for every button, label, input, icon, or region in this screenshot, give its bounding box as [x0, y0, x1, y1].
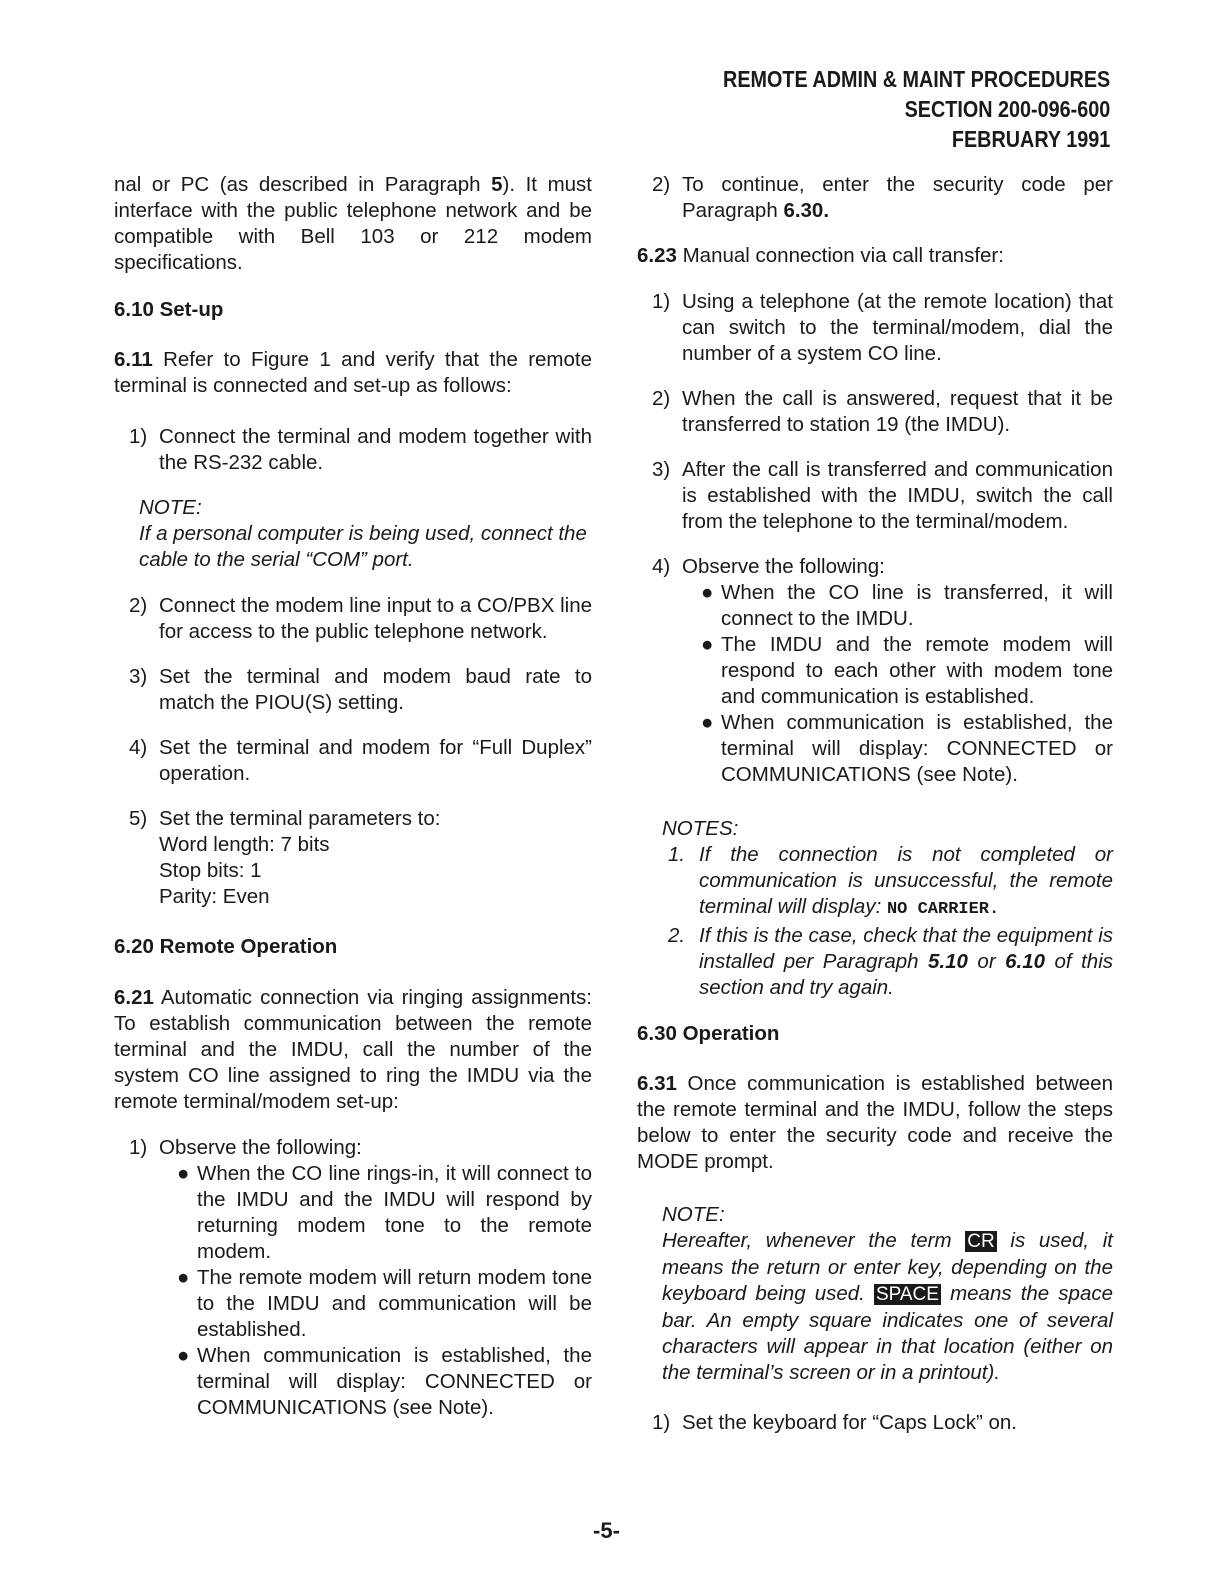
notes-block [662, 816, 1113, 1001]
setup-step-3: 3) Set the terminal and modem baud rate to match the PIOU(S) setting. [129, 665, 592, 714]
page-number: -5- [593, 1518, 620, 1543]
note-text: Hereafter, whenever the term CR is used, it means the return or enter key, depending on the keyboard being used. SPACE means the space bar. An empty square indicates one of several characters will appear in that location (either on the terminal’s screen or in a printout). [662, 1229, 1114, 1384]
heading-6-30: 6.30 Operation [637, 1022, 780, 1045]
note-title: NOTE: [662, 1203, 725, 1226]
manual-step-3: 3) After the call is transferred and communication is established with the IMDU, switch the call from the telephone to the terminal/modem. [652, 458, 1113, 533]
list-item: ● When the CO line is transferred, it will connect to the IMDU. [697, 580, 1113, 632]
list-item: ● When the CO line rings-in, it will connect to the IMDU and the IMDU will respond by returning modem tone to the remote modem. [173, 1161, 592, 1265]
setup-step-1: 1) Connect the terminal and modem together with the RS-232 cable. [129, 425, 592, 474]
param-stop-bits: Stop bits: 1 [159, 859, 262, 882]
header-title: REMOTE ADMIN & MAINT PROCEDURES [722, 66, 1110, 92]
bullet-icon: ● [177, 1266, 190, 1289]
param-word-length: Word length: 7 bits [159, 833, 330, 856]
manual-step-1: 1) Using a telephone (at the remote location) that can switch to the terminal/modem, dial the number of a system CO line. [652, 290, 1113, 365]
paragraph-6-31: 6.31 Once communication is established between the remote terminal and the IMDU, follow the steps below to enter the security code and receive the MODE prompt. [637, 1072, 1113, 1173]
header-date: FEBRUARY 1991 [951, 126, 1110, 152]
note-keys [662, 1202, 1113, 1386]
list-item: ● The remote modem will return modem tone to the IMDU and communication will be established. [173, 1265, 592, 1343]
setup-step-2: 2) Connect the modem line input to a CO/PBX line for access to the public telephone network. [129, 594, 593, 643]
note-title: NOTE: [139, 496, 202, 519]
param-parity: Parity: Even [159, 885, 270, 908]
setup-step-5: 5) Set the terminal parameters to: Word length: 7 bits Stop bits: 1 Parity: Even [114, 806, 592, 910]
paragraph-6-21: 6.21 Automatic connection via ringing assignments: To establish communication between the remote terminal and the IMDU, call the number of the system CO line assigned to ring the IMDU via the remote terminal/modem set-up: [114, 986, 592, 1113]
paragraph-6-11: 6.11 Refer to Figure 1 and verify that the remote terminal is connected and set-up as follows: [114, 348, 592, 397]
cr-key-icon: CR [967, 1231, 995, 1252]
no-carrier-code: NO CARRIER. [886, 900, 1000, 919]
left-column [114, 172, 592, 1421]
list-item: ● When communication is established, the terminal will display: CONNECTED or COMMUNICATIONS (see Note). [173, 1343, 592, 1421]
observe-step: 1) Observe the following: [129, 1136, 362, 1159]
note-item-2: 2. If this is the case, check that the equipment is installed per Paragraph 5.10 or 6.10 of this section and try again. [668, 924, 1114, 999]
space-key-icon: SPACE [875, 1284, 939, 1305]
page-header [723, 64, 1110, 154]
list-item: ● When communication is established, the terminal will display: CONNECTED or COMMUNICATIONS (see Note). [697, 710, 1113, 788]
note-text: If a personal computer is being used, connect the cable to the serial “COM” port. [139, 522, 587, 571]
heading-6-10: 6.10 Set-up [114, 298, 224, 321]
intro-paragraph: nal or PC (as described in Paragraph 5). It must interface with the public telephone network and be compatible with Bell 103 or 212 modem specifications. [114, 173, 592, 274]
continue-step: 2) To continue, enter the security code per Paragraph 6.30. [652, 173, 1113, 222]
heading-6-20: 6.20 Remote Operation [114, 935, 338, 958]
setup-step-4: 4) Set the terminal and modem for “Full Duplex” operation. [129, 736, 592, 785]
bullet-icon: ● [177, 1344, 190, 1367]
bullet-icon: ● [701, 581, 714, 604]
bullet-icon: ● [701, 633, 714, 656]
caps-lock-step: 1) Set the keyboard for “Caps Lock” on. [652, 1411, 1018, 1434]
notes-title: NOTES: [662, 817, 739, 840]
manual-observe-step: 4) Observe the following: [652, 555, 885, 578]
bullet-icon: ● [177, 1162, 190, 1185]
header-section: SECTION 200-096-600 [904, 96, 1110, 122]
paragraph-6-23: 6.23 Manual connection via call transfer: [637, 244, 1004, 267]
note-item-1: 1. If the connection is not completed or communication is unsuccessful, the remote terminal will display: NO CARRIER. [668, 843, 1113, 919]
list-item: ● The IMDU and the remote modem will respond to each other with modem tone and communication is established. [697, 632, 1113, 710]
manual-step-2: 2) When the call is answered, request that it be transferred to station 19 (the IMDU). [652, 387, 1113, 436]
note-personal-computer [139, 495, 592, 573]
bullet-icon: ● [701, 711, 714, 734]
right-column [637, 172, 1113, 1436]
